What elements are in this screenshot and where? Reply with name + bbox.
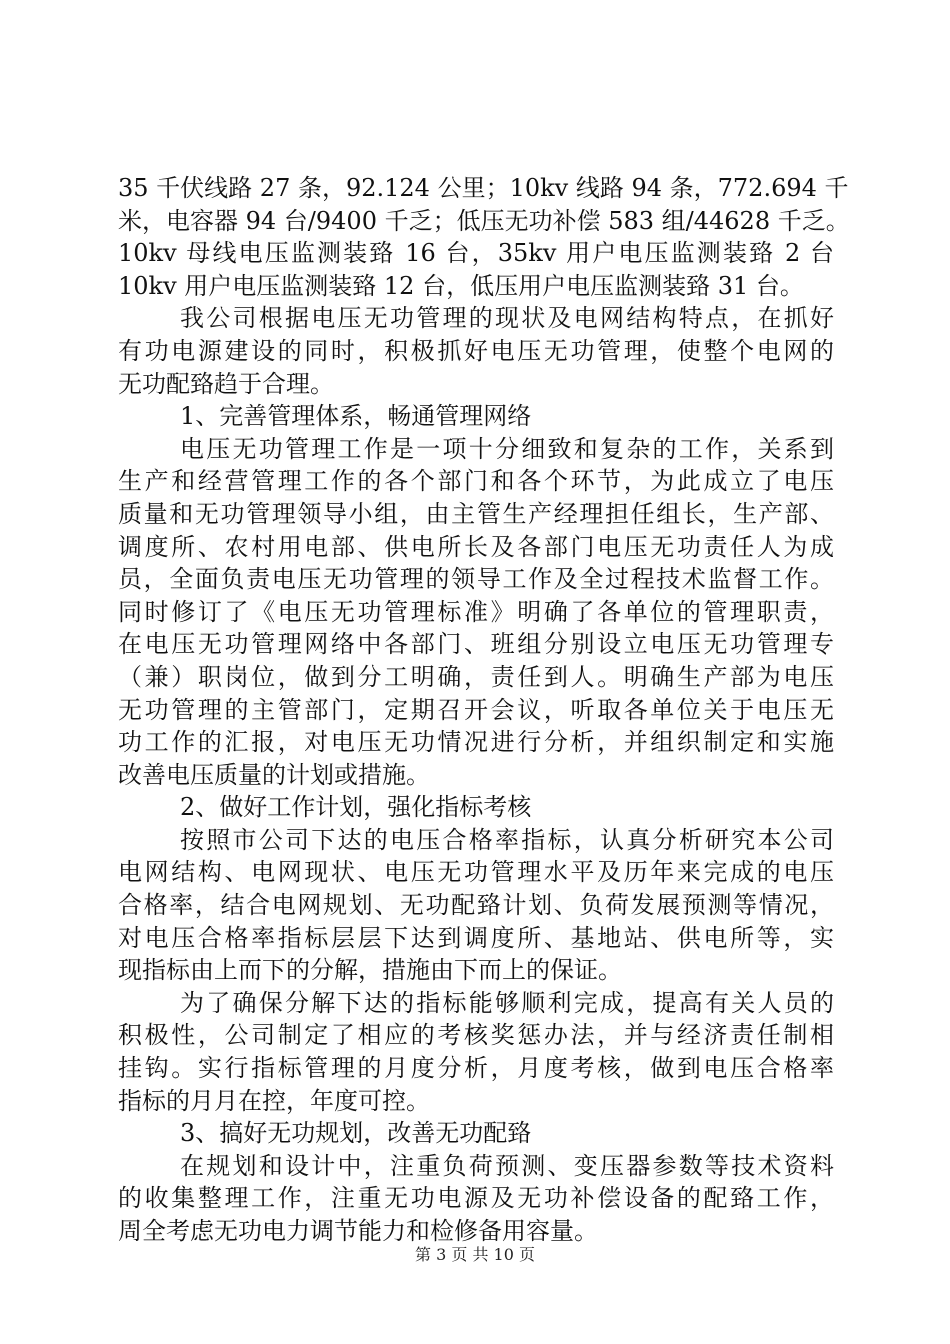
text-line: 合格率，结合电网规划、无功配臵计划、负荷发展预测等情况， bbox=[118, 891, 834, 920]
page-number-footer: 第 3 页 共 10 页 bbox=[415, 1245, 535, 1264]
text-line: 在电压无功管理网络中各部门、班组分别设立电压无功管理专 bbox=[118, 630, 834, 659]
text-line: 员，全面负责电压无功管理的领导工作及全过程技术监督工作。 bbox=[118, 565, 834, 594]
text-line: 周全考虑无功电力调节能力和检修备用容量。 bbox=[118, 1217, 598, 1245]
text-line: 有功电源建设的同时，积极抓好电压无功管理，使整个电网的 bbox=[118, 336, 834, 365]
paragraph-first-line: 按照市公司下达的电压合格率指标，认真分析研究本公司 bbox=[180, 825, 834, 854]
text-line: 的收集整理工作，注重无功电源及无功补偿设备的配臵工作， bbox=[118, 1184, 834, 1213]
section-heading: 3、搞好无功规划，改善无功配臵 bbox=[180, 1119, 532, 1148]
text-line: 生产和经营管理工作的各个部门和各个环节，为此成立了电压 bbox=[118, 467, 834, 496]
paragraph-first-line: 在规划和设计中，注重负荷预测、变压器参数等技术资料 bbox=[180, 1151, 834, 1180]
text-line: 积极性，公司制定了相应的考核奖惩办法，并与经济责任制相 bbox=[118, 1021, 834, 1050]
text-line: 对电压合格率指标层层下达到调度所、基地站、供电所等，实 bbox=[118, 923, 834, 952]
text-line: 无功管理的主管部门，定期召开会议，听取各单位关于电压无 bbox=[118, 695, 834, 724]
paragraph-first-line: 电压无功管理工作是一项十分细致和复杂的工作，关系到 bbox=[180, 434, 834, 463]
text-line: （兼）职岗位，做到分工明确，责任到人。明确生产部为电压 bbox=[118, 662, 834, 691]
text-line: 指标的月月在控，年度可控。 bbox=[118, 1086, 430, 1115]
text-line: 电网结构、电网现状、电压无功管理水平及历年来完成的电压 bbox=[118, 858, 834, 887]
text-line: 现指标由上而下的分解，措施由下而上的保证。 bbox=[118, 956, 622, 985]
section-heading: 1、完善管理体系，畅通管理网络 bbox=[180, 402, 532, 431]
text-line: 10kv 用户电压监测装臵 12 台，低压用户电压监测装臵 31 台。 bbox=[118, 271, 804, 300]
paragraph-first-line: 为了确保分解下达的指标能够顺利完成，提高有关人员的 bbox=[180, 988, 834, 1017]
text-line: 功工作的汇报，对电压无功情况进行分析，并组织制定和实施 bbox=[118, 728, 834, 757]
document-body bbox=[118, 172, 850, 1248]
text-line: 同时修订了《电压无功管理标准》明确了各单位的管理职责， bbox=[118, 597, 834, 626]
text-line: 挂钩。实行指标管理的月度分析，月度考核，做到电压合格率 bbox=[118, 1054, 834, 1083]
text-line: 改善电压质量的计划或措施。 bbox=[118, 760, 430, 789]
text-line: 35 千伏线路 27 条，92.124 公里；10kv 线路 94 条，772.694 千 bbox=[118, 174, 849, 202]
paragraph-first-line: 我公司根据电压无功管理的现状及电网结构特点，在抓好 bbox=[180, 304, 834, 333]
text-line: 10kv 母线电压监测装臵 16 台，35kv 用户电压监测装臵 2 台 bbox=[118, 239, 834, 268]
text-line: 质量和无功管理领导小组，由主管生产经理担任组长，生产部、 bbox=[118, 499, 834, 528]
text-line: 调度所、农村用电部、供电所长及各部门电压无功责任人为成 bbox=[118, 532, 834, 561]
section-heading: 2、做好工作计划，强化指标考核 bbox=[180, 793, 532, 822]
text-line: 米，电容器 94 台/9400 千乏；低压无功补偿 583 组/44628 千乏。 bbox=[118, 206, 850, 235]
text-line: 无功配臵趋于合理。 bbox=[118, 369, 334, 398]
